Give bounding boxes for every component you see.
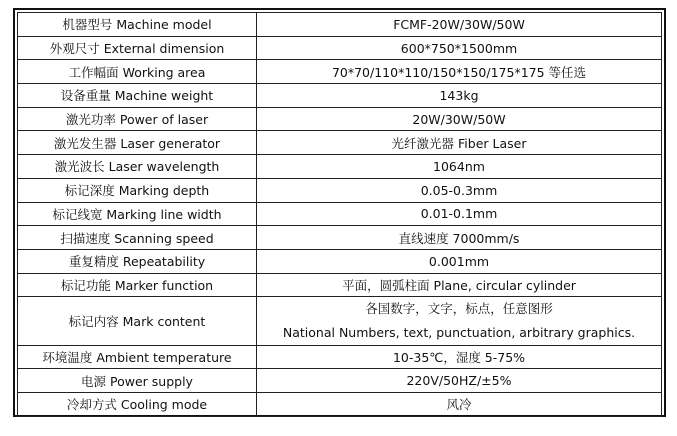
row-value-line: National Numbers, text, punctuation, arbitrary graphics.: [282, 324, 636, 340]
row-value: 10-35℃，湿度 5-75%: [257, 345, 662, 369]
table-row: [18, 107, 662, 131]
table-row: [18, 297, 662, 345]
row-label: 标记功能 Marker function: [18, 273, 257, 297]
table-row: [18, 345, 662, 369]
row-label: 扫描速度 Scanning speed: [18, 226, 257, 250]
row-label: 激光发生器 Laser generator: [18, 131, 257, 155]
row-label: 设备重量 Machine weight: [18, 84, 257, 108]
row-value: 风冷: [257, 393, 662, 417]
row-label: 激光波长 Laser wavelength: [18, 155, 257, 179]
table-row: [18, 178, 662, 202]
row-label: 标记内容 Mark content: [18, 297, 257, 345]
row-label: 环境温度 Ambient temperature: [18, 345, 257, 369]
row-value: 143kg: [257, 84, 662, 108]
row-label: 标记线宽 Marking line width: [18, 202, 257, 226]
row-value: 20W/30W/50W: [257, 107, 662, 131]
row-value: 0.001mm: [257, 249, 662, 273]
table-row: [18, 393, 662, 417]
row-label: 标记深度 Marking depth: [18, 178, 257, 202]
row-label: 冷却方式 Cooling mode: [18, 393, 257, 417]
row-value: 70*70/110*110/150*150/175*175 等任选: [257, 60, 662, 84]
row-label: 重复精度 Repeatability: [18, 249, 257, 273]
table-row: [18, 84, 662, 108]
specifications-table: [17, 12, 662, 417]
table-row: [18, 13, 662, 37]
table-row: [18, 249, 662, 273]
row-value: 直线速度 7000mm/s: [257, 226, 662, 250]
row-value: FCMF-20W/30W/50W: [257, 13, 662, 37]
table-row: [18, 273, 662, 297]
table-row: [18, 131, 662, 155]
row-value: 光纤激光器 Fiber Laser: [257, 131, 662, 155]
table-row: [18, 202, 662, 226]
row-label: 机器型号 Machine model: [18, 13, 257, 37]
row-value: [257, 297, 662, 345]
table-row: [18, 60, 662, 84]
row-label: 激光功率 Power of laser: [18, 107, 257, 131]
row-label: 工作幅面 Working area: [18, 60, 257, 84]
row-value: 平面，圆弧柱面 Plane, circular cylinder: [257, 273, 662, 297]
table-row: [18, 155, 662, 179]
row-label: 外观尺寸 External dimension: [18, 36, 257, 60]
table-row: [18, 36, 662, 60]
row-value: 1064nm: [257, 155, 662, 179]
table-row: [18, 226, 662, 250]
row-value: 0.01-0.1mm: [257, 202, 662, 226]
table-row: [18, 369, 662, 393]
spec-sheet: [13, 8, 666, 417]
row-value-line: 各国数字，文字，标点，任意图形: [365, 301, 553, 317]
row-value: 220V/50HZ/±5%: [257, 369, 662, 393]
row-value: 600*750*1500mm: [257, 36, 662, 60]
row-value: 0.05-0.3mm: [257, 178, 662, 202]
row-label: 电源 Power supply: [18, 369, 257, 393]
